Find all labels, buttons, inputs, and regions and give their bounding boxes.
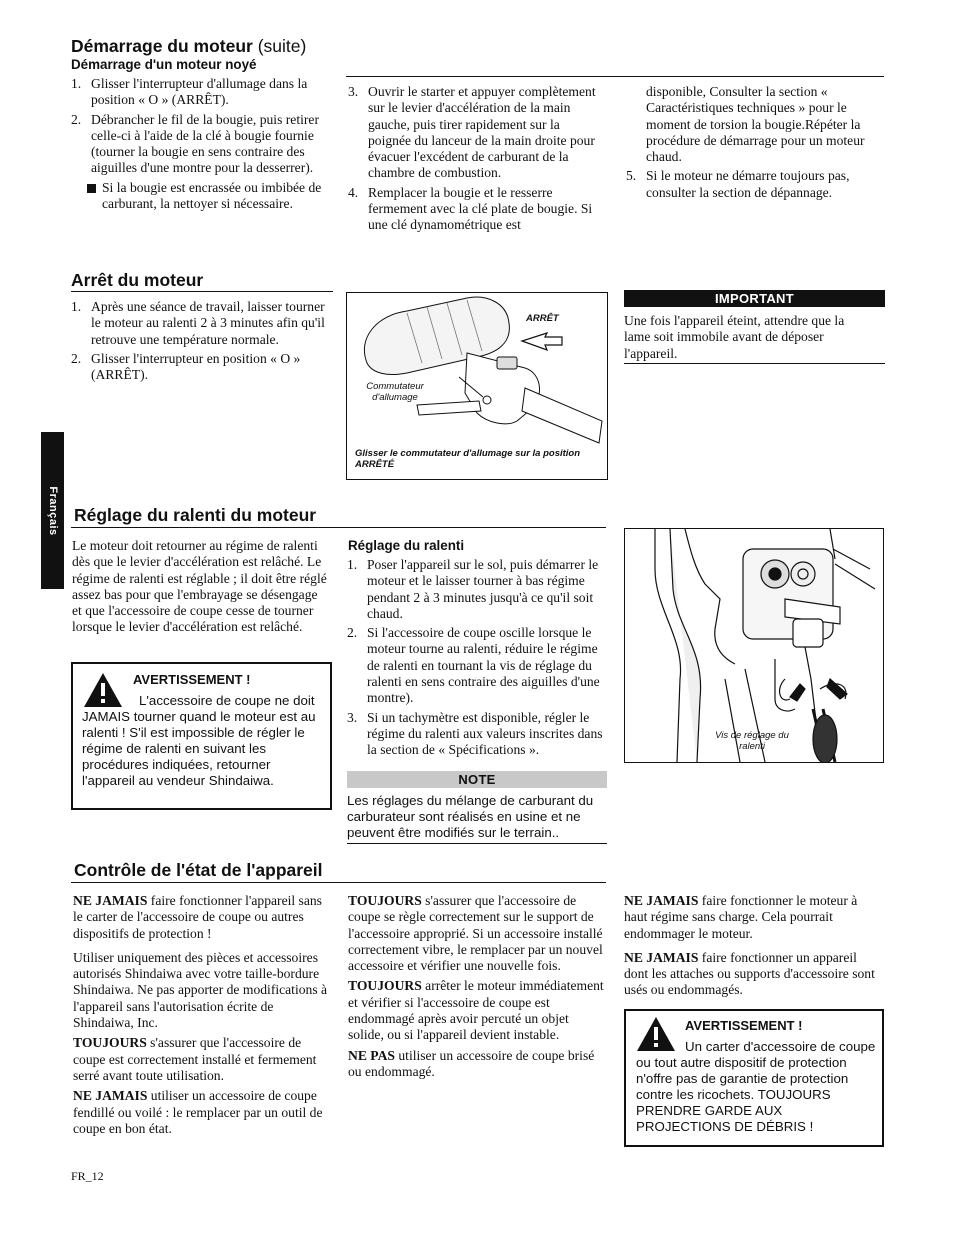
bullet-item: Si la bougie est encrassée ou imbibée de carburant, la nettoyer si nécessaire. [71,180,333,213]
ralenti-steps [347,557,607,762]
list-item: 5. Si le moteur ne démarre toujours pas, consulter la section de dépannage. [626,168,850,200]
divider [624,363,885,364]
section-title-arret: Arrêt du moteur [71,270,204,290]
section-title-controle: Contrôle de l'état de l'appareil [74,860,323,880]
warning-title: AVERTISSEMENT ! [133,672,251,687]
label-arret: ARRÊT [526,313,559,324]
paragraph: NE PAS utiliser un accessoire de coupe brisé ou endommagé. [348,1047,595,1079]
column-1 [71,76,333,212]
list-item: 1. Après une séance de travail, laisser tourner le moteur au ralenti 2 à 3 minutes afin qu'il retrouve une température normale. [71,299,325,347]
section-title-ralenti: Réglage du ralenti du moteur [74,505,317,525]
paragraph: NE JAMAIS faire fonctionner un appareil dont les attaches ou supports d'accessoire sont usés ou endommagés. [624,949,875,998]
list-item: 1. Poser l'appareil sur le sol, puis démarrer le moteur et le laisser tourner à bas régime pendant 2 à 3 minutes jusqu'à ce qu'il soit chaud. [347,557,599,621]
subtitle-moteur-noye: Démarrage d'un moteur noyé [71,57,257,72]
list-item: 2. Glisser l'interrupteur en position « O » (ARRÊT). [71,350,301,383]
ralenti-intro: Le moteur doit retourner au régime de ralenti dès que le levier d'accélération est relâché. Le régime de ralenti est réglable ; il doit être réglé assez bas pour que l'embrayage se désengage et que l'accessoire de coupe cesse de tourner lorsque le levier d'accélération est relâché. [72,538,327,635]
warning-text: L'accessoire de coupe ne doit JAMAIS tourner quand le moteur est au ralenti ! S'il est impossible de régler le régime de ralenti en suivant les procédures indiquées, retourner l'appareil au vendeur Shindaiwa. [82,693,316,788]
continued-text: disponible, Consulter la section « Caractéristiques techniques » pour le moment de torsion la bougie.Répéter la procédure de démarrage pour un moteur chaud. [646,84,865,165]
subtitle-reglage: Réglage du ralenti [348,538,465,553]
figure-caption: Glisser le commutateur d'allumage sur la position ARRÊTÉ [355,448,581,470]
page-number: FR_12 [71,1169,104,1183]
warning-box-carter [624,1009,884,1147]
list-item: 4. Remplacer la bougie et le resserre fermement avec la clé plate de bougie. Si une clé dynamométrique est [348,184,593,233]
figure-ignition-switch [346,292,608,480]
figure-caption: Vis de réglage du ralenti [715,730,789,752]
figure-carburetor [624,528,884,763]
list-item: 2. Débrancher le fil de la bougie, puis retirer celle-ci à l'aide de la clé à bougie fournie (tourner la bougie en sens contraire des aiguilles d'une montre pour la desserrer). [71,111,319,176]
note-banner: NOTE [347,771,607,788]
paragraph: Utiliser uniquement des pièces et accessoires autorisés Shindaiwa avec votre taille-bordure Shindaiwa. Ne pas apporter de modifications à l'appareil sans l'autorisation écrite de Shindaiwa, Inc. [73,949,328,1031]
paragraph: TOUJOURS arrêter le moteur immédiatement et vérifier si l'accessoire de coupe est endommagé après avoir percuté un objet solide, ou si l'appareil devient instable. [348,978,604,1043]
controle-column-3 [624,893,880,1007]
list-item: 2. Si l'accessoire de coupe oscille lorsque le moteur tourne au ralenti, réduire le régime de ralenti en tournant la vis de réglage du ralenti en sens contraire des aiguilles d'une montre). [347,625,600,706]
warning-title: AVERTISSEMENT ! [685,1018,803,1033]
important-banner: IMPORTANT [624,290,885,307]
column-3 [626,84,878,204]
paragraph: NE JAMAIS faire fonctionner le moteur à haut régime sans charge. Cela pourrait endommager le moteur. [624,893,858,941]
note-text: Les réglages du mélange de carburant du carburateur sont réalisés en usine et ne peuvent être modifiés sur le terrain.. [347,793,594,840]
list-item: 3. Si un tachymètre est disponible, régler le régime du ralenti aux valeurs inscrites dans la section de « Spécifications ». [347,709,603,758]
paragraph: TOUJOURS s'assurer que l'accessoire de coupe se règle correctement sur le support de l'accessoire approprié. Si un accessoire installé correctement vibre, le remplacer par un nouvel accessoire et vérifier une nouvelle fois. [348,893,603,974]
paragraph: TOUJOURS s'assurer que l'accessoire de coupe est correctement installé et fermement serré avant toute utilisation. [73,1035,317,1083]
section-title-demarrage: Démarrage du moteur (suite) [71,36,307,56]
warning-box-ralenti [71,662,332,810]
carburetor-illustration [625,529,883,762]
warning-text: Un carter d'accessoire de coupe ou tout autre dispositif de protection n'offre pas de garantie de protection contre les ricochets. TOUJOURS PRENDRE GARDE AUX PROJECTIONS DE DÉBRIS ! [636,1039,876,1134]
label-switch: Commutateur d'allumage [366,381,424,403]
important-text: Une fois l'appareil éteint, attendre que la lame soit immobile avant de déposer l'appareil. [624,313,845,361]
list-item: 1. Glisser l'interrupteur d'allumage dans la position « O » (ARRÊT). [71,76,308,108]
paragraph: NE JAMAIS utiliser un accessoire de coupe fendillé ou voilé : le remplacer par un outil de coupe en bon état. [73,1088,323,1136]
arret-steps [71,299,333,386]
list-item: 3. Ouvrir le starter et appuyer complètement sur le levier d'accélération de la main gauche, puis tirer rapidement sur la poignée du lanceur de la main droite pour évacuer l'excédent de carburant de la chambre de combustion. [348,84,596,181]
divider [347,843,607,844]
paragraph: NE JAMAIS faire fonctionner l'appareil sans le carter de l'accessoire de coupe ou autres dispositifs de protection ! [73,893,322,941]
controle-column-2 [348,893,604,1088]
column-2 [348,84,606,237]
divider [71,882,606,883]
language-tab: Français [41,432,64,589]
controle-column-1 [73,893,329,1145]
bullet-square-icon [87,184,96,193]
divider [346,76,884,77]
divider [71,291,333,292]
divider [71,527,606,528]
